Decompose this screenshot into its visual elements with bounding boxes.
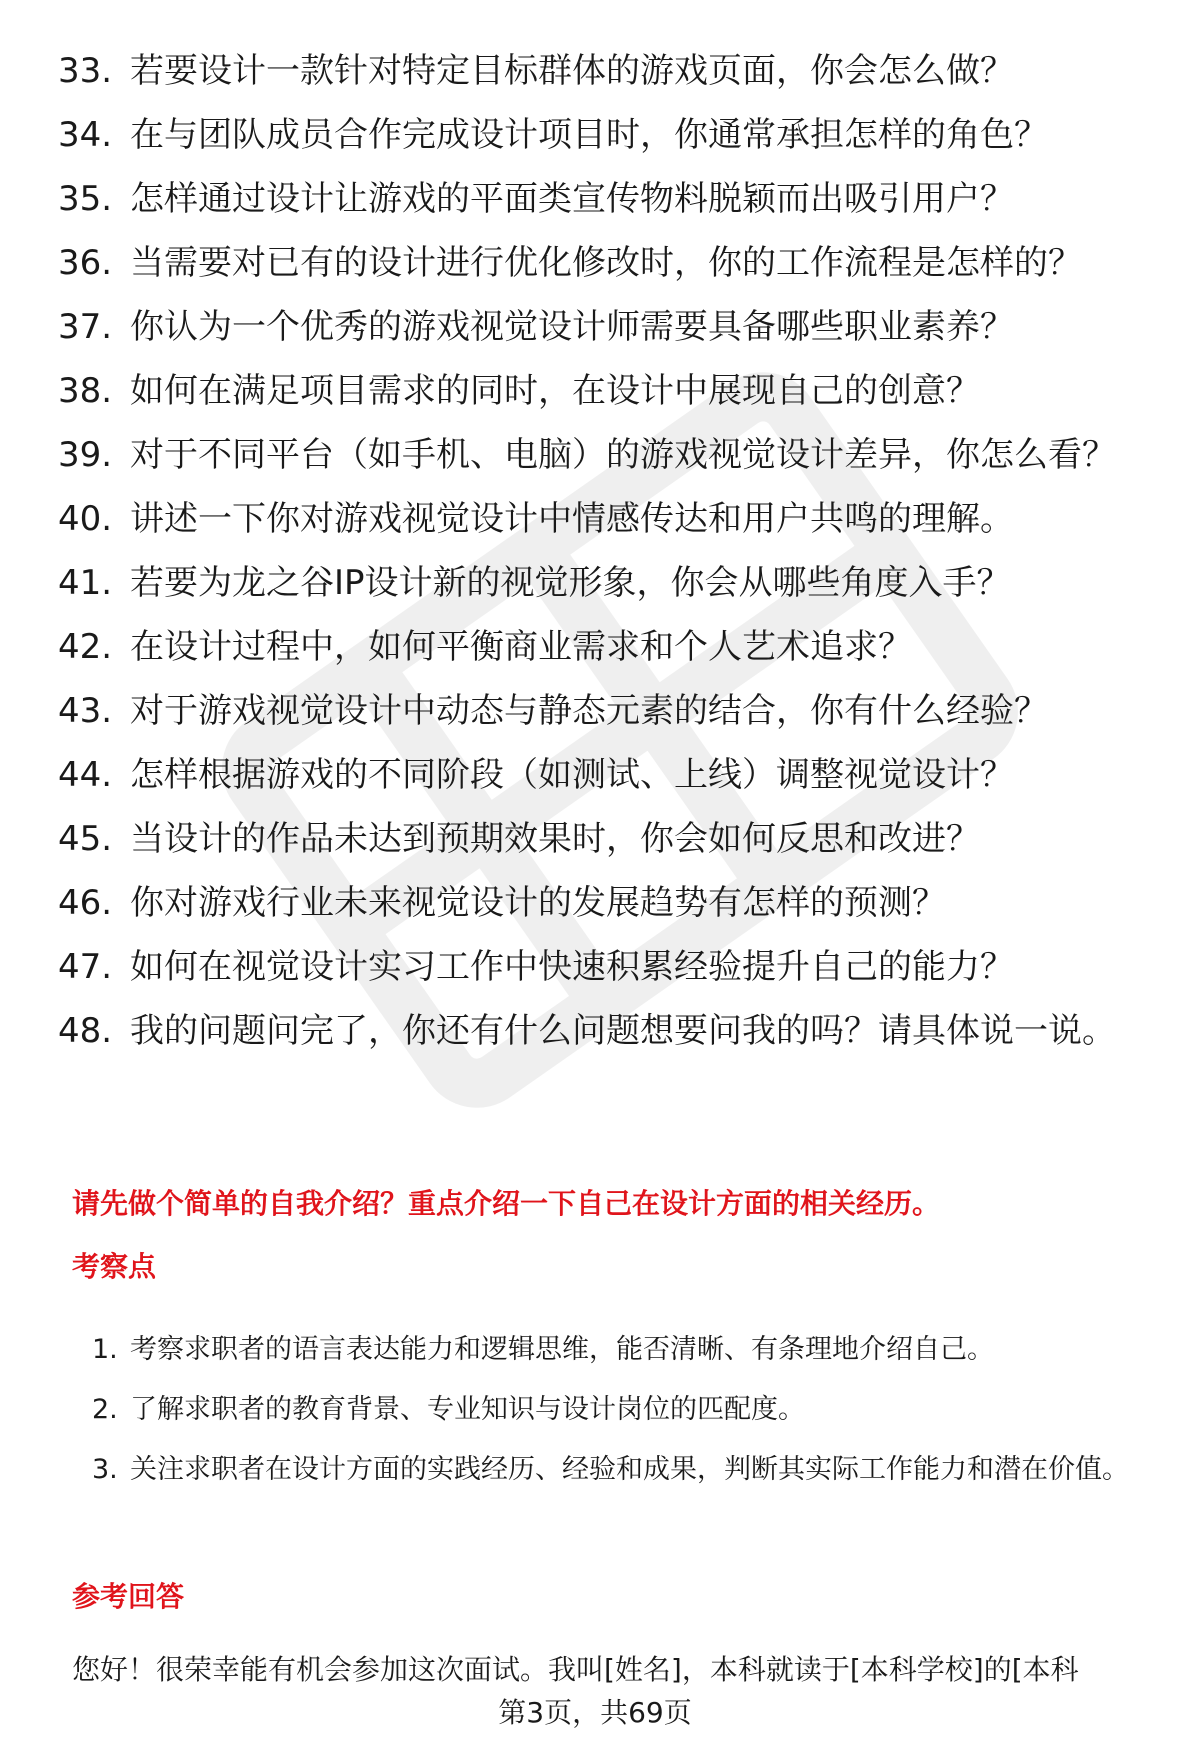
question-number: 46. <box>58 883 113 923</box>
question-number: 37. <box>58 307 113 347</box>
question-text: 当需要对已有的设计进行优化修改时，你的工作流程是怎样的？ <box>130 243 1082 283</box>
question-number: 40. <box>58 499 113 539</box>
question-text: 如何在满足项目需求的同时，在设计中展现自己的创意？ <box>130 371 980 411</box>
question-text: 你认为一个优秀的游戏视觉设计师需要具备哪些职业素养？ <box>130 307 1014 347</box>
question-text: 若要设计一款针对特定目标群体的游戏页面，你会怎么做？ <box>130 51 1014 91</box>
page-footer: 第3页，共69页 <box>498 1696 692 1729</box>
question-item <box>0 818 1190 861</box>
reference-answer-heading: 参考回答 <box>72 1580 185 1613</box>
focus-point <box>0 1320 1190 1380</box>
point-text: 关注求职者在设计方面的实践经历、经验和成果，判断其实际工作能力和潜在价值。 <box>130 1454 1129 1485</box>
focus-points-list <box>0 1320 1190 1500</box>
question-number: 34. <box>58 115 113 155</box>
question-number: 43. <box>58 691 113 731</box>
question-item <box>0 50 1190 93</box>
question-item <box>0 242 1190 285</box>
question-item <box>0 498 1190 541</box>
question-text: 在设计过程中，如何平衡商业需求和个人艺术追求？ <box>130 627 912 667</box>
question-item <box>0 626 1190 669</box>
question-number: 42. <box>58 627 113 667</box>
focus-heading: 考察点 <box>72 1250 157 1283</box>
question-text: 怎样根据游戏的不同阶段（如测试、上线）调整视觉设计？ <box>130 755 1014 795</box>
question-item <box>0 1010 1190 1053</box>
question-number: 44. <box>58 755 113 795</box>
question-number: 35. <box>58 179 113 219</box>
question-number: 48. <box>58 1011 113 1051</box>
question-list <box>0 50 1190 1074</box>
question-text: 在与团队成员合作完成设计项目时，你通常承担怎样的角色？ <box>130 115 1048 155</box>
question-item <box>0 114 1190 157</box>
question-text: 你对游戏行业未来视觉设计的发展趋势有怎样的预测？ <box>130 883 946 923</box>
point-text: 考察求职者的语言表达能力和逻辑思维，能否清晰、有条理地介绍自己。 <box>130 1334 994 1365</box>
point-number: 3. <box>92 1454 118 1485</box>
question-item <box>0 306 1190 349</box>
question-item <box>0 562 1190 605</box>
question-text: 如何在视觉设计实习工作中快速积累经验提升自己的能力？ <box>130 947 1014 987</box>
question-text: 若要为龙之谷IP设计新的视觉形象，你会从哪些角度入手？ <box>130 563 1011 603</box>
question-item <box>0 946 1190 989</box>
question-item <box>0 370 1190 413</box>
question-text: 当设计的作品未达到预期效果时，你会如何反思和改进？ <box>130 819 980 859</box>
question-text: 对于不同平台（如手机、电脑）的游戏视觉设计差异，你怎么看？ <box>130 435 1116 475</box>
interview-question-heading: 请先做个简单的自我介绍？重点介绍一下自己在设计方面的相关经历。 <box>72 1187 941 1220</box>
question-text: 怎样通过设计让游戏的平面类宣传物料脱颖而出吸引用户？ <box>130 179 1014 219</box>
question-number: 47. <box>58 947 113 987</box>
answer-paragraph: 您好！很荣幸能有机会参加这次面试。我叫[姓名]，本科就读于[本科学校]的[本科 <box>72 1653 1079 1686</box>
question-number: 38. <box>58 371 113 411</box>
question-number: 45. <box>58 819 113 859</box>
question-number: 36. <box>58 243 113 283</box>
question-number: 33. <box>58 51 113 91</box>
question-item <box>0 882 1190 925</box>
question-item <box>0 178 1190 221</box>
question-number: 41. <box>58 563 113 603</box>
focus-point <box>0 1380 1190 1440</box>
question-item <box>0 690 1190 733</box>
point-number: 2. <box>92 1394 118 1425</box>
focus-point <box>0 1440 1190 1500</box>
question-text: 对于游戏视觉设计中动态与静态元素的结合，你有什么经验？ <box>130 691 1048 731</box>
question-text: 讲述一下你对游戏视觉设计中情感传达和用户共鸣的理解。 <box>130 499 1014 539</box>
point-number: 1. <box>92 1334 118 1365</box>
point-text: 了解求职者的教育背景、专业知识与设计岗位的匹配度。 <box>130 1394 805 1425</box>
question-text: 我的问题问完了，你还有什么问题想要问我的吗？请具体说一说。 <box>130 1011 1116 1051</box>
question-number: 39. <box>58 435 113 475</box>
question-item <box>0 754 1190 797</box>
question-item <box>0 434 1190 477</box>
